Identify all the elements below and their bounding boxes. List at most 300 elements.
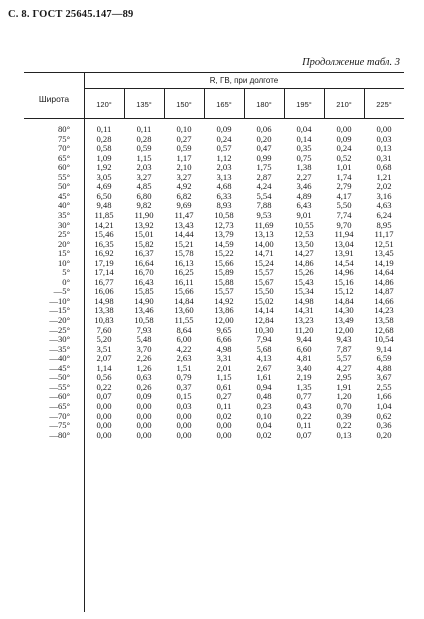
- rigidity-cell: 7,74: [336, 209, 352, 220]
- rigidity-cell: 9,01: [296, 209, 312, 220]
- rigidity-cell: 8,64: [176, 324, 192, 335]
- rigidity-cell: 14,71: [254, 248, 274, 259]
- rigidity-cell: 4,13: [256, 353, 272, 364]
- rigidity-cell: 10,58: [134, 315, 154, 325]
- latitude-cell: —35°: [49, 343, 70, 354]
- rigidity-cell: 3,51: [96, 343, 112, 354]
- rigidity-cell: 15,26: [294, 267, 314, 278]
- rigidity-cell: 4,88: [376, 362, 392, 373]
- longitude-column-divider: [324, 88, 325, 118]
- rigidity-cell: 7,93: [136, 324, 152, 335]
- rigidity-cell: 14,86: [294, 257, 314, 268]
- rigidity-cell: 15,82: [134, 238, 154, 249]
- rigidity-cell: 1,26: [136, 362, 152, 373]
- rigidity-cell: 11,17: [374, 229, 394, 240]
- longitude-header: 135°: [136, 100, 152, 109]
- rigidity-cell: 17,14: [94, 267, 114, 278]
- rigidity-cell: 14,30: [334, 305, 354, 316]
- rigidity-cell: 9,82: [136, 200, 152, 211]
- rigidity-cell: 0,11: [136, 124, 152, 134]
- latitude-cell: 20°: [57, 238, 70, 249]
- longitude-column-divider: [284, 88, 285, 118]
- rigidity-cell: 3,67: [376, 372, 392, 383]
- rigidity-cell: 15,85: [134, 286, 154, 297]
- rigidity-cell: 15,67: [254, 276, 274, 287]
- rigidity-cell: 2,26: [136, 353, 152, 364]
- rigidity-cell: 10,54: [374, 334, 394, 345]
- rigidity-cell: 0,26: [136, 381, 152, 392]
- rigidity-cell: 5,57: [336, 353, 352, 364]
- latitude-cell: 45°: [57, 190, 70, 201]
- rigidity-cell: 4,85: [136, 181, 152, 192]
- rigidity-cell: 6,24: [376, 209, 392, 220]
- rigidity-cell: 4,92: [176, 181, 192, 192]
- rigidity-group-header: R, ГВ, при долготе: [209, 76, 279, 85]
- rigidity-cell: 1,92: [96, 162, 112, 173]
- latitude-cell: 70°: [57, 143, 70, 154]
- latitude-cell: —40°: [49, 353, 70, 364]
- rigidity-cell: 15,89: [214, 267, 234, 278]
- rigidity-cell: 13,92: [134, 219, 154, 230]
- rigidity-cell: 5,68: [256, 343, 272, 354]
- latitude-cell: —45°: [49, 362, 70, 373]
- rigidity-cell: 15,24: [254, 257, 274, 268]
- rigidity-cell: 3,31: [216, 353, 232, 364]
- rigidity-cell: 1,09: [96, 152, 112, 163]
- rigidity-cell: 1,15: [136, 152, 152, 163]
- latitude-cell: 55°: [57, 171, 70, 182]
- rigidity-cell: 14,27: [294, 248, 314, 259]
- rigidity-cell: 14,98: [294, 295, 314, 306]
- latitude-cell: —25°: [49, 324, 70, 335]
- rigidity-cell: 0,11: [96, 124, 112, 134]
- rigidity-cell: 0,13: [336, 429, 352, 440]
- rigidity-cell: 0,20: [376, 429, 392, 440]
- rigidity-cell: 2,03: [136, 162, 152, 173]
- rigidity-cell: 2,19: [296, 372, 312, 383]
- rigidity-cell: 0,20: [256, 133, 272, 144]
- rigidity-cell: 12,00: [214, 315, 234, 325]
- rigidity-cell: 1,38: [296, 162, 312, 173]
- latitude-header: Широта: [38, 94, 70, 104]
- rigidity-cell: 1,21: [376, 171, 392, 182]
- rigidity-cell: 0,10: [176, 124, 192, 134]
- rigidity-cell: 0,58: [96, 143, 112, 154]
- latitude-cell: —80°: [49, 429, 70, 440]
- latitude-cell: 15°: [57, 248, 70, 259]
- rigidity-cell: 1,01: [336, 162, 352, 173]
- rigidity-cell: 11,20: [294, 324, 314, 335]
- rigidity-cell: 2,95: [336, 372, 352, 383]
- rigidity-cell: 0,59: [136, 143, 152, 154]
- rigidity-cell: 14,90: [134, 295, 154, 306]
- rigidity-cell: 8,93: [216, 200, 232, 211]
- rigidity-cell: 16,92: [94, 248, 114, 259]
- rigidity-cell: 0,00: [176, 420, 192, 431]
- rigidity-cell: 10,83: [94, 315, 114, 325]
- rigidity-cell: 6,66: [216, 334, 232, 345]
- latitude-cell: 0°: [62, 276, 70, 287]
- rigidity-cell: 11,47: [174, 209, 194, 220]
- rigidity-cell: 15,78: [174, 248, 194, 259]
- rigidity-cell: 0,00: [176, 429, 192, 440]
- rigidity-cell: 12,68: [374, 324, 394, 335]
- rigidity-cell: 16,70: [134, 267, 154, 278]
- longitude-column-divider: [244, 88, 245, 118]
- rigidity-cell: 4,63: [376, 200, 392, 211]
- rigidity-cell: 14,66: [374, 295, 394, 306]
- rigidity-cell: 0,04: [256, 420, 272, 431]
- rigidity-cell: 0,99: [256, 152, 272, 163]
- rigidity-cell: 12,53: [294, 229, 314, 240]
- rigidity-cell: 8,95: [376, 219, 392, 230]
- rigidity-cell: 15,16: [334, 276, 354, 287]
- rigidity-cell: 6,80: [136, 190, 152, 201]
- rigidity-cell: 15,22: [214, 248, 234, 259]
- rigidity-cell: 13,58: [374, 315, 394, 325]
- rigidity-cell: 14,92: [214, 295, 234, 306]
- rigidity-cell: 0,00: [136, 400, 152, 411]
- longitude-column-divider: [204, 88, 205, 118]
- rigidity-cell: 10,58: [214, 209, 234, 220]
- rigidity-cell: 1,14: [96, 362, 112, 373]
- rigidity-cell: 2,87: [256, 171, 272, 182]
- rigidity-cell: 10,55: [294, 219, 314, 230]
- rigidity-cell: 12,00: [334, 324, 354, 335]
- rigidity-cell: 0,28: [96, 133, 112, 144]
- rigidity-cell: 2,55: [376, 381, 392, 392]
- rigidity-cell: 4,27: [336, 362, 352, 373]
- rigidity-cell: 0,00: [96, 429, 112, 440]
- longitude-column-divider: [364, 88, 365, 118]
- latitude-cell: 50°: [57, 181, 70, 192]
- rigidity-cell: 0,28: [136, 133, 152, 144]
- rigidity-cell: 13,38: [94, 305, 114, 316]
- rigidity-cell: 0,39: [336, 410, 352, 421]
- rigidity-cell: 4,69: [96, 181, 112, 192]
- rigidity-cell: 0,57: [216, 143, 232, 154]
- rigidity-cell: 3,27: [136, 171, 152, 182]
- rigidity-cell: 0,47: [256, 143, 272, 154]
- latitude-cell: 75°: [57, 133, 70, 144]
- rigidity-cell: 1,74: [336, 171, 352, 182]
- rigidity-cell: 14,64: [374, 267, 394, 278]
- latitude-cell: 60°: [57, 162, 70, 173]
- rigidity-cell: 0,00: [96, 410, 112, 421]
- rigidity-cell: 3,16: [376, 190, 392, 201]
- rigidity-cell: 0,02: [216, 410, 232, 421]
- rigidity-cell: 14,84: [334, 295, 354, 306]
- rigidity-cell: 0,56: [96, 372, 112, 383]
- rigidity-cell: 10,30: [254, 324, 274, 335]
- rigidity-cell: 9,65: [216, 324, 232, 335]
- rigidity-cell: 1,75: [256, 162, 272, 173]
- rigidity-cell: 11,85: [94, 209, 114, 220]
- header-bottom-rule: [24, 118, 404, 119]
- rigidity-cell: 0,62: [376, 410, 392, 421]
- latitude-cell: —60°: [49, 391, 70, 402]
- rigidity-cell: 7,94: [256, 334, 272, 345]
- rigidity-cell: 9,70: [336, 219, 352, 230]
- rigidity-cell: 0,68: [376, 162, 392, 173]
- latitude-cell: —75°: [49, 420, 70, 431]
- rigidity-cell: 0,10: [256, 410, 272, 421]
- longitude-header: 120°: [96, 100, 112, 109]
- latitude-cell: 35°: [57, 209, 70, 220]
- rigidity-cell: 17,19: [94, 257, 114, 268]
- rigidity-cell: 0,11: [296, 420, 312, 431]
- rigidity-cell: 1,15: [216, 372, 232, 383]
- rigidity-cell: 4,22: [176, 343, 192, 354]
- rigidity-cell: 0,06: [256, 124, 272, 134]
- rigidity-cell: 1,35: [296, 381, 312, 392]
- latitude-cell: —10°: [49, 295, 70, 306]
- rigidity-cell: 0,07: [296, 429, 312, 440]
- rigidity-cell: 1,66: [376, 391, 392, 402]
- latitude-cell: —30°: [49, 334, 70, 345]
- rigidity-cell: 15,57: [254, 267, 274, 278]
- rigidity-cell: 14,19: [374, 257, 394, 268]
- rigidity-cell: 0,00: [96, 420, 112, 431]
- rigidity-cell: 14,98: [94, 295, 114, 306]
- rigidity-cell: 0,36: [376, 420, 392, 431]
- rigidity-cell: 14,23: [374, 305, 394, 316]
- rigidity-cell: 11,94: [334, 229, 354, 240]
- rigidity-cell: 0,48: [256, 391, 272, 402]
- rigidity-cell: 2,01: [216, 362, 232, 373]
- longitude-header: 150°: [176, 100, 192, 109]
- rigidity-cell: 4,17: [336, 190, 352, 201]
- rigidity-cell: 13,46: [134, 305, 154, 316]
- rigidity-cell: 16,25: [174, 267, 194, 278]
- rigidity-cell: 4,81: [296, 353, 312, 364]
- rigidity-cell: 0,22: [336, 420, 352, 431]
- rigidity-cell: 0,00: [216, 429, 232, 440]
- rigidity-cell: 0,09: [216, 124, 232, 134]
- rigidity-cell: 0,11: [216, 400, 232, 411]
- latitude-cell: 10°: [57, 257, 70, 268]
- rigidity-cell: 0,00: [136, 429, 152, 440]
- rigidity-cell: 9,53: [256, 209, 272, 220]
- rigidity-cell: 16,13: [174, 257, 194, 268]
- rigidity-cell: 13,91: [334, 248, 354, 259]
- rigidity-cell: 6,00: [176, 334, 192, 345]
- rigidity-cell: 6,59: [376, 353, 392, 364]
- table-continuation-label: Продолжение табл. 3: [302, 57, 400, 68]
- rigidity-cell: 13,23: [294, 315, 314, 325]
- rigidity-cell: 15,01: [134, 229, 154, 240]
- latitude-cell: 40°: [57, 200, 70, 211]
- rigidity-cell: 14,14: [254, 305, 274, 316]
- rigidity-cell: 16,11: [174, 276, 194, 287]
- rigidity-cell: 1,04: [376, 400, 392, 411]
- rigidity-cell: 0,70: [336, 400, 352, 411]
- rigidity-cell: 14,31: [294, 305, 314, 316]
- longitude-column-divider: [124, 88, 125, 118]
- latitude-cell: —70°: [49, 410, 70, 421]
- rigidity-cell: 9,43: [336, 334, 352, 345]
- rigidity-cell: 15,46: [94, 229, 114, 240]
- rigidity-cell: 15,02: [254, 295, 274, 306]
- rigidity-cell: 14,59: [214, 238, 234, 249]
- rigidity-cell: 1,17: [176, 152, 192, 163]
- rigidity-cell: 2,63: [176, 353, 192, 364]
- rigidity-cell: 0,52: [336, 152, 352, 163]
- longitude-header: 180°: [256, 100, 272, 109]
- rigidity-cell: 4,98: [216, 343, 232, 354]
- rigidity-cell: 3,70: [136, 343, 152, 354]
- rigidity-cell: 12,84: [254, 315, 274, 325]
- latitude-cell: 5°: [62, 267, 70, 278]
- latitude-cell: —5°: [53, 286, 70, 297]
- rigidity-cell: 7,87: [336, 343, 352, 354]
- rigidity-cell: 0,75: [296, 152, 312, 163]
- rigidity-cell: 0,13: [376, 143, 392, 154]
- rigidity-cell: 5,54: [256, 190, 272, 201]
- rigidity-cell: 4,89: [296, 190, 312, 201]
- rigidity-cell: 15,12: [334, 286, 354, 297]
- rigidity-cell: 15,21: [174, 238, 194, 249]
- rigidity-cell: 0,77: [296, 391, 312, 402]
- rigidity-cell: 2,03: [216, 162, 232, 173]
- rigidity-cell: 0,00: [336, 124, 352, 134]
- latitude-cell: —50°: [49, 372, 70, 383]
- rigidity-cell: 13,43: [174, 219, 194, 230]
- rigidity-cell: 14,44: [174, 229, 194, 240]
- page-header: С. 8. ГОСТ 25645.147—89: [8, 9, 134, 20]
- rigidity-cell: 14,86: [374, 276, 394, 287]
- table-row: [24, 431, 404, 441]
- rigidity-cell: 0,59: [176, 143, 192, 154]
- latitude-cell: —20°: [49, 315, 70, 325]
- rigidity-cell: 9,48: [96, 200, 112, 211]
- rigidity-cell: 0,22: [296, 410, 312, 421]
- rigidity-cell: 5,48: [136, 334, 152, 345]
- latitude-cell: —55°: [49, 381, 70, 392]
- rigidity-cell: 3,13: [216, 171, 232, 182]
- rigidity-cell: 5,50: [336, 200, 352, 211]
- rigidity-cell: 6,50: [96, 190, 112, 201]
- latitude-cell: —15°: [49, 305, 70, 316]
- rigidity-cell: 11,55: [174, 315, 194, 325]
- rigidity-cell: 3,27: [176, 171, 192, 182]
- rigidity-cell: 2,67: [256, 362, 272, 373]
- rigidity-cell: 0,09: [136, 391, 152, 402]
- rigidity-cell: 11,90: [134, 209, 154, 220]
- rigidity-cell: 13,49: [334, 315, 354, 325]
- rigidity-cell: 0,27: [176, 133, 192, 144]
- rigidity-cell: 0,24: [336, 143, 352, 154]
- rigidity-cell: 11,69: [254, 219, 274, 230]
- rigidity-cell: 7,88: [256, 200, 272, 211]
- rigidity-cell: 15,57: [214, 286, 234, 297]
- rigidity-cell: 2,79: [336, 181, 352, 192]
- latitude-cell: 80°: [57, 124, 70, 134]
- rigidity-cell: 14,54: [334, 257, 354, 268]
- rigidity-cell: 16,37: [134, 248, 154, 259]
- rigidity-cell: 13,79: [214, 229, 234, 240]
- rigidity-cell: 0,00: [216, 420, 232, 431]
- rigidity-cell: 14,21: [94, 219, 114, 230]
- rigidity-cell: 15,66: [214, 257, 234, 268]
- rigidity-cell: 0,03: [176, 400, 192, 411]
- rigidity-cell: 16,35: [94, 238, 114, 249]
- rigidity-cell: 6,33: [216, 190, 232, 201]
- rigidity-cell: 9,69: [176, 200, 192, 211]
- rigidity-cell: 13,60: [174, 305, 194, 316]
- rigidity-cell: 1,61: [256, 372, 272, 383]
- rigidity-cell: 13,13: [254, 229, 274, 240]
- rigidity-cell: 0,15: [176, 391, 192, 402]
- rigidity-cell: 0,00: [136, 420, 152, 431]
- rigidity-cell: 0,00: [96, 400, 112, 411]
- rigidity-cell: 1,12: [216, 152, 232, 163]
- rigidity-cell: 6,60: [296, 343, 312, 354]
- rigidity-cell: 3,40: [296, 362, 312, 373]
- rigidity-cell: 0,09: [336, 133, 352, 144]
- latitude-cell: —65°: [49, 400, 70, 411]
- rigidity-cell: 0,07: [96, 391, 112, 402]
- rigidity-cell: 0,37: [176, 381, 192, 392]
- rigidity-cell: 0,02: [256, 429, 272, 440]
- rigidity-cell: 0,27: [216, 391, 232, 402]
- rigidity-cell: 0,24: [216, 133, 232, 144]
- rigidity-cell: 12,73: [214, 219, 234, 230]
- rigidity-cell: 7,60: [96, 324, 112, 335]
- rigidity-cell: 15,43: [294, 276, 314, 287]
- rigidity-cell: 16,43: [134, 276, 154, 287]
- rigidity-cell: 0,14: [296, 133, 312, 144]
- rigidity-cell: 12,51: [374, 238, 394, 249]
- rigidity-cell: 1,20: [336, 391, 352, 402]
- rigidity-cell: 0,03: [376, 133, 392, 144]
- rigidity-cell: 9,44: [296, 334, 312, 345]
- rigidity-cell: 16,77: [94, 276, 114, 287]
- rigidity-cell: 15,66: [174, 286, 194, 297]
- rigidity-cell: 0,63: [136, 372, 152, 383]
- rigidity-cell: 15,34: [294, 286, 314, 297]
- rigidity-cell: 13,50: [294, 238, 314, 249]
- rigidity-cell: 0,00: [136, 410, 152, 421]
- rigidity-cell: 3,05: [96, 171, 112, 182]
- rigidity-cell: 2,10: [176, 162, 192, 173]
- longitude-column-divider: [164, 88, 165, 118]
- rigidity-cell: 15,88: [214, 276, 234, 287]
- rigidity-cell: 6,43: [296, 200, 312, 211]
- rigidity-cell: 0,23: [256, 400, 272, 411]
- table-top-rule: [24, 72, 404, 73]
- longitude-header: 195°: [296, 100, 312, 109]
- rigidity-cell: 2,07: [96, 353, 112, 364]
- rigidity-cell: 13,86: [214, 305, 234, 316]
- rigidity-cell: 5,20: [96, 334, 112, 345]
- rigidity-cell: 13,04: [334, 238, 354, 249]
- rigidity-cell: 2,27: [296, 171, 312, 182]
- rigidity-cell: 16,64: [134, 257, 154, 268]
- rigidity-cell: 2,02: [376, 181, 392, 192]
- rigidity-cell: 0,00: [376, 124, 392, 134]
- rigidity-cell: 14,87: [374, 286, 394, 297]
- rigidity-cell: 0,04: [296, 124, 312, 134]
- rigidity-cell: 0,61: [216, 381, 232, 392]
- latitude-cell: 30°: [57, 219, 70, 230]
- longitude-header: 225°: [376, 100, 392, 109]
- rigidity-cell: 14,00: [254, 238, 274, 249]
- longitude-header: 165°: [216, 100, 232, 109]
- rigidity-cell: 3,46: [296, 181, 312, 192]
- rigidity-cell: 9,14: [376, 343, 392, 354]
- rigidity-cell: 0,00: [176, 410, 192, 421]
